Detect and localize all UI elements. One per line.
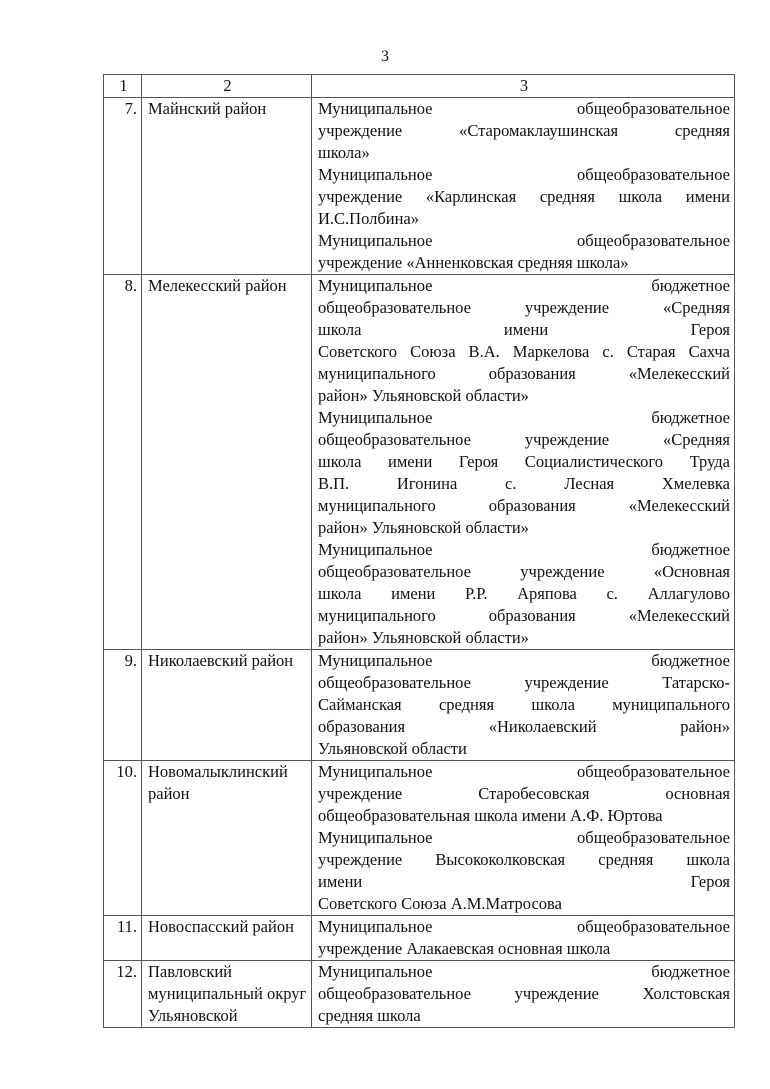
row-number: 10. xyxy=(104,761,142,916)
institution-line: Муниципальное общеобразовательное xyxy=(318,99,730,118)
page-number: 3 xyxy=(381,48,389,65)
institution-line: Муниципальное бюджетное xyxy=(318,962,730,981)
institution-line: учреждение Старобесовская основная xyxy=(318,784,730,803)
institution-line: школа» xyxy=(318,143,370,162)
district-name: Новомалыклинский район xyxy=(142,761,312,916)
institution-line: Муниципальное бюджетное xyxy=(318,276,730,295)
table-row xyxy=(104,961,735,1028)
institution-line: учреждение «Старомаклаушинская средняя xyxy=(318,121,730,140)
institution-line: Сайманская средняя школа муниципального xyxy=(318,695,730,714)
institution-line: район» Ульяновской области» xyxy=(318,386,529,405)
institution-entry xyxy=(318,650,730,760)
institution-line: Советского Союза В.А. Маркелова с. Старая Сахча xyxy=(318,342,730,361)
institution-line: учреждение Алакаевская основная школа xyxy=(318,939,611,958)
institutions-cell xyxy=(312,275,735,650)
institution-line: общеобразовательное учреждение Холстовская xyxy=(318,984,730,1003)
institution-entry xyxy=(318,961,730,1027)
institution-line: школа имени Героя xyxy=(318,320,730,339)
institution-entry xyxy=(318,98,730,164)
institution-line: Муниципальное общеобразовательное xyxy=(318,231,730,250)
institutions-cell xyxy=(312,761,735,916)
row-number: 7. xyxy=(104,98,142,275)
institution-line: В.П. Игонина с. Лесная Хмелевка xyxy=(318,474,730,493)
institution-line: Ульяновской области xyxy=(318,739,467,758)
institution-line: Муниципальное общеобразовательное xyxy=(318,917,730,936)
table-header-row xyxy=(104,75,735,98)
institutions-cell xyxy=(312,650,735,761)
table-row xyxy=(104,98,735,275)
institution-line: общеобразовательное учреждение Татарско- xyxy=(318,673,730,692)
institution-line: Муниципальное бюджетное xyxy=(318,408,730,427)
row-number: 12. xyxy=(104,961,142,1028)
institution-line: общеобразовательное учреждение «Средняя xyxy=(318,430,730,449)
institution-entry xyxy=(318,164,730,230)
table-row xyxy=(104,761,735,916)
institution-line: образования «Николаевский район» xyxy=(318,717,730,736)
row-number: 8. xyxy=(104,275,142,650)
institution-line: Муниципальное общеобразовательное xyxy=(318,762,730,781)
institution-line: Советского Союза А.М.Матросова xyxy=(318,894,562,913)
table-row xyxy=(104,650,735,761)
institution-line: школа имени Героя Социалистического Труда xyxy=(318,452,730,471)
schools-table xyxy=(103,74,735,1028)
institution-line: Муниципальное бюджетное xyxy=(318,540,730,559)
header-col-2: 2 xyxy=(142,75,312,98)
institution-entry xyxy=(318,539,730,649)
district-name: Майнский район xyxy=(142,98,312,275)
row-number: 11. xyxy=(104,916,142,961)
institution-line: учреждение «Карлинская средняя школа имени xyxy=(318,187,730,206)
institution-entry xyxy=(318,230,730,274)
institution-line: район» Ульяновской области» xyxy=(318,518,529,537)
institution-line: И.С.Полбина» xyxy=(318,209,419,228)
district-name: Новоспасский район xyxy=(142,916,312,961)
row-number: 9. xyxy=(104,650,142,761)
district-name: Мелекесский район xyxy=(142,275,312,650)
institutions-cell xyxy=(312,98,735,275)
institution-line: Муниципальное общеобразовательное xyxy=(318,828,730,847)
institution-line: муниципального образования «Мелекесский xyxy=(318,364,730,383)
institution-entry xyxy=(318,827,730,915)
header-col-3: 3 xyxy=(312,75,735,98)
institution-entry xyxy=(318,407,730,539)
institution-line: муниципального образования «Мелекесский xyxy=(318,496,730,515)
institution-line: общеобразовательная школа имени А.Ф. Юртова xyxy=(318,806,663,825)
institution-line: учреждение «Анненковская средняя школа» xyxy=(318,253,629,272)
institution-line: средняя школа xyxy=(318,1006,421,1025)
institution-line: общеобразовательное учреждение «Средняя xyxy=(318,298,730,317)
institution-line: имени Героя xyxy=(318,872,730,891)
institution-entry xyxy=(318,761,730,827)
institution-entry xyxy=(318,275,730,407)
institution-line: школа имени Р.Р. Аряпова с. Аллагулово xyxy=(318,584,730,603)
district-name: Николаевский район xyxy=(142,650,312,761)
institutions-cell xyxy=(312,961,735,1028)
institution-line: район» Ульяновской области» xyxy=(318,628,529,647)
district-name: Павловский муниципальный округ Ульяновской xyxy=(142,961,312,1028)
institution-line: учреждение Высококолковская средняя школа xyxy=(318,850,730,869)
institution-entry xyxy=(318,916,730,960)
institution-line: муниципального образования «Мелекесский xyxy=(318,606,730,625)
table-row xyxy=(104,275,735,650)
institution-line: Муниципальное бюджетное xyxy=(318,651,730,670)
header-col-1: 1 xyxy=(104,75,142,98)
institution-line: общеобразовательное учреждение «Основная xyxy=(318,562,730,581)
table-row xyxy=(104,916,735,961)
institution-line: Муниципальное общеобразовательное xyxy=(318,165,730,184)
institutions-cell xyxy=(312,916,735,961)
